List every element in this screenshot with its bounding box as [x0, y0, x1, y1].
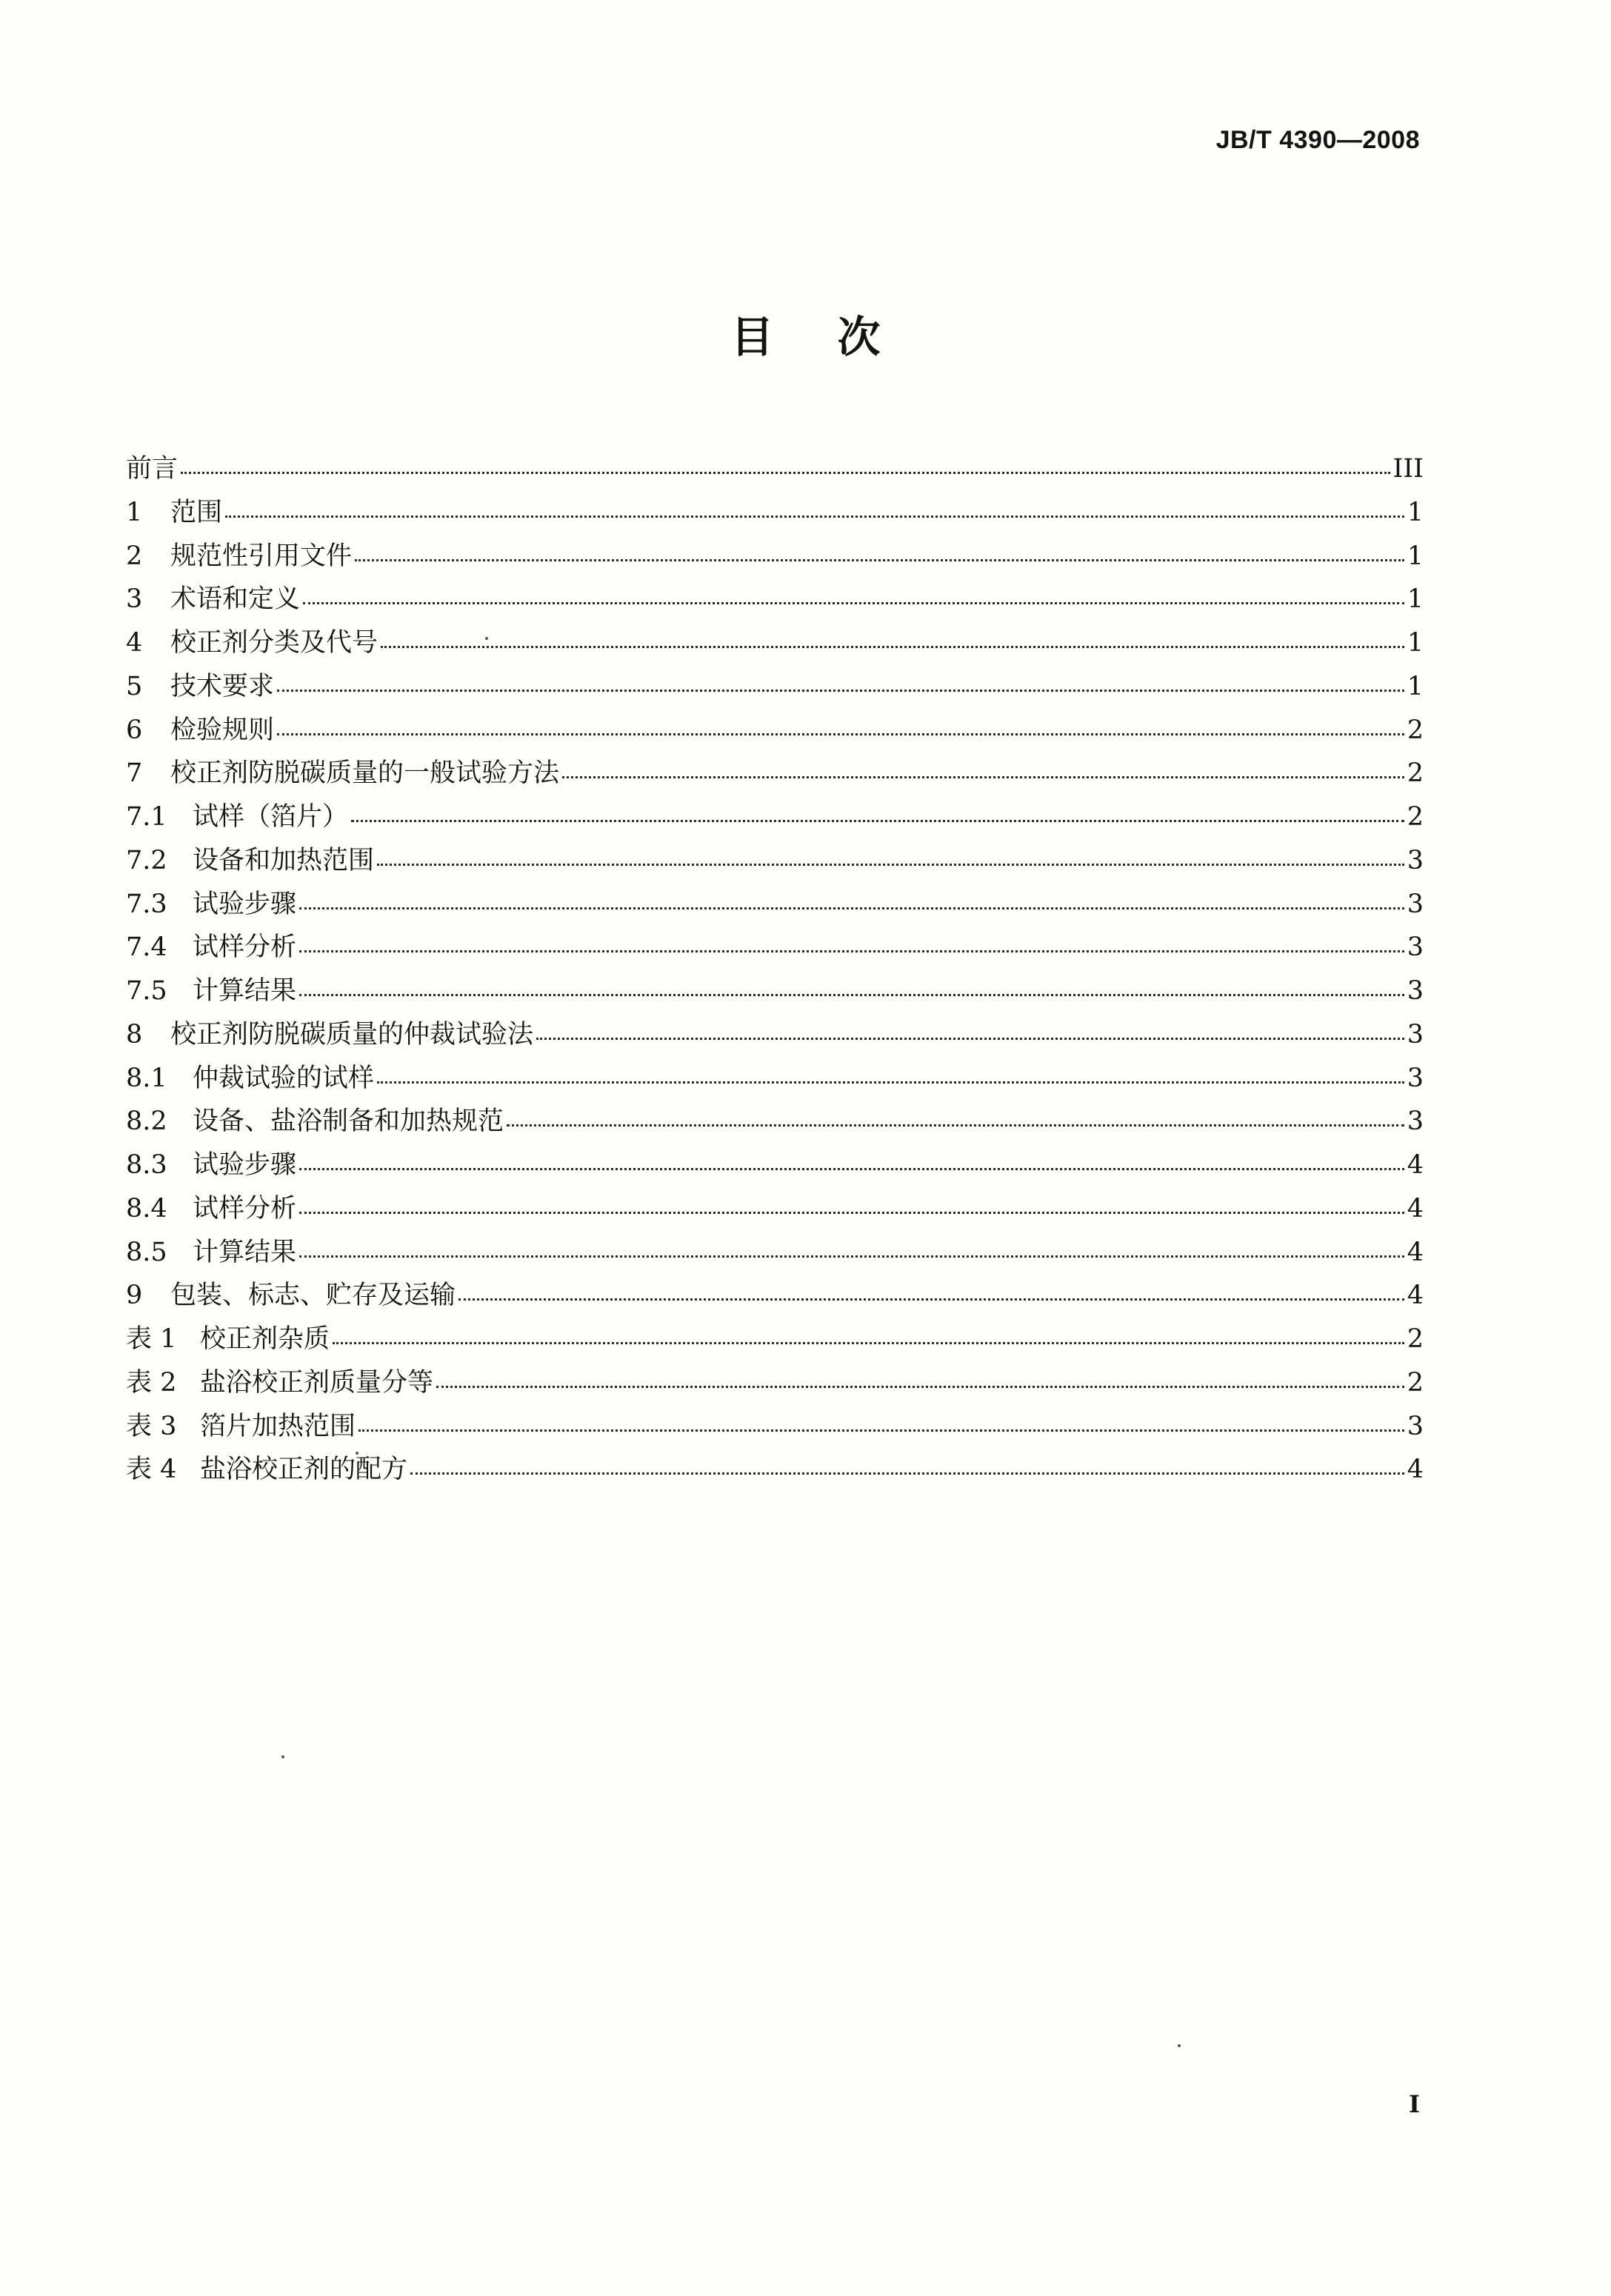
toc-entry-7-1[interactable] — [126, 795, 1424, 839]
dot-leader — [536, 1038, 1404, 1040]
toc-entry-6[interactable] — [126, 709, 1424, 752]
toc-entry-table-3[interactable] — [126, 1405, 1424, 1449]
scan-speck — [485, 637, 488, 640]
page-title — [0, 302, 1611, 364]
dot-leader — [410, 1472, 1404, 1475]
toc-entry-number: 8.1 — [126, 1063, 167, 1093]
toc-entry-page: 1 — [1407, 628, 1424, 658]
dot-leader — [299, 1168, 1404, 1170]
toc-entry-page: 2 — [1407, 1324, 1424, 1354]
toc-entry-page: 4 — [1407, 1237, 1424, 1267]
toc-entry-number: 7.5 — [126, 976, 167, 1006]
dot-leader — [299, 994, 1404, 996]
toc-entry-7-2[interactable] — [126, 839, 1424, 883]
toc-entry-number: 8 — [126, 1019, 143, 1049]
document-code: JB/T 4390—2008 — [1215, 126, 1420, 154]
toc-entry-label: 盐浴校正剂质量分等 — [200, 1367, 434, 1398]
dot-leader — [225, 515, 1404, 518]
dot-leader — [299, 1212, 1404, 1214]
toc-entry-number: 1 — [126, 497, 143, 527]
toc-entry-1[interactable] — [126, 491, 1424, 535]
dot-leader — [277, 690, 1404, 692]
toc-entry-label: 试样分析 — [193, 1193, 297, 1224]
title-char-1: 目 — [730, 312, 774, 362]
toc-entry-page: III — [1392, 454, 1424, 484]
toc-entry-label: 检验规则 — [170, 715, 275, 745]
toc-entry-table-4[interactable] — [126, 1448, 1424, 1492]
toc-entry-number: 5 — [126, 671, 143, 701]
dot-leader — [303, 602, 1404, 604]
toc-entry-label: 技术要求 — [170, 671, 275, 701]
dot-leader — [181, 472, 1390, 474]
toc-entry-page: 4 — [1407, 1150, 1424, 1180]
toc-entry-page: 3 — [1407, 889, 1424, 919]
toc-entry-page: 2 — [1407, 758, 1424, 789]
toc-entry-page: 1 — [1407, 497, 1424, 527]
toc-entry-page: 1 — [1407, 584, 1424, 615]
toc-entry-foreword[interactable] — [126, 447, 1424, 491]
toc-entry-number: 表 3 — [126, 1411, 177, 1441]
toc-entry-3[interactable] — [126, 578, 1424, 621]
toc-entry-page: 2 — [1407, 802, 1424, 832]
toc-entry-page: 2 — [1407, 715, 1424, 745]
toc-entry-number: 4 — [126, 628, 143, 658]
toc-entry-label: 试样（箔片） — [193, 802, 349, 832]
toc-entry-label: 术语和定义 — [170, 584, 301, 615]
toc-entry-number: 表 1 — [126, 1324, 177, 1354]
toc-entry-number: 7 — [126, 758, 143, 789]
toc-entry-8-5[interactable] — [126, 1231, 1424, 1275]
toc-entry-label: 设备和加热范围 — [193, 845, 375, 875]
dot-leader — [562, 776, 1404, 778]
toc-entry-label: 试样分析 — [193, 932, 297, 963]
toc-entry-number: 3 — [126, 584, 143, 615]
page-number: I — [1409, 2090, 1420, 2118]
toc-entry-page: 3 — [1407, 1107, 1424, 1137]
toc-entry-8[interactable] — [126, 1013, 1424, 1057]
toc-entry-label: 试验步骤 — [193, 1150, 297, 1180]
scan-speck — [281, 1755, 284, 1758]
toc-entry-label: 盐浴校正剂的配方 — [200, 1455, 408, 1485]
scan-speck — [356, 1452, 358, 1455]
title-char-2: 次 — [837, 312, 881, 362]
toc-entry-label: 仲裁试验的试样 — [193, 1063, 375, 1093]
toc-entry-number: 9 — [126, 1281, 143, 1311]
toc-entry-number: 7.4 — [126, 932, 167, 963]
toc-entry-label: 箔片加热范围 — [200, 1411, 356, 1441]
toc-entry-label: 范围 — [170, 497, 223, 527]
toc-entry-4[interactable] — [126, 621, 1424, 665]
toc-entry-label: 规范性引用文件 — [170, 541, 353, 571]
toc-entry-label: 计算结果 — [193, 1237, 297, 1267]
toc-entry-5[interactable] — [126, 665, 1424, 709]
toc-entry-page: 3 — [1407, 845, 1424, 875]
toc-entry-page: 3 — [1407, 976, 1424, 1006]
dot-leader — [355, 559, 1404, 561]
toc-entry-7-5[interactable] — [126, 970, 1424, 1013]
toc-entry-8-2[interactable] — [126, 1100, 1424, 1144]
toc-entry-label: 计算结果 — [193, 976, 297, 1006]
toc-entry-page: 1 — [1407, 671, 1424, 701]
toc-entry-number: 8.3 — [126, 1150, 167, 1180]
dot-leader — [358, 1429, 1404, 1432]
dot-leader — [436, 1386, 1404, 1388]
toc-entry-number: 7.1 — [126, 802, 167, 832]
toc-entry-number: 8.2 — [126, 1107, 167, 1137]
toc-entry-table-2[interactable] — [126, 1361, 1424, 1405]
toc-entry-label: 包装、标志、贮存及运输 — [170, 1281, 456, 1311]
toc-entry-label: 校正剂防脱碳质量的仲裁试验法 — [170, 1019, 534, 1049]
toc-entry-page: 1 — [1407, 541, 1424, 571]
toc-entry-8-4[interactable] — [126, 1187, 1424, 1231]
toc-entry-page: 2 — [1407, 1367, 1424, 1398]
dot-leader — [507, 1124, 1404, 1127]
toc-entry-page: 3 — [1407, 1411, 1424, 1441]
toc-entry-number: 表 2 — [126, 1367, 177, 1398]
dot-leader — [277, 733, 1404, 735]
toc-entry-9[interactable] — [126, 1274, 1424, 1318]
toc-entry-8-1[interactable] — [126, 1057, 1424, 1101]
dot-leader — [377, 1081, 1404, 1084]
dot-leader — [458, 1298, 1404, 1301]
toc-entry-page: 4 — [1407, 1193, 1424, 1224]
toc-entry-page: 3 — [1407, 932, 1424, 963]
toc-entry-label: 设备、盐浴制备和加热规范 — [193, 1107, 504, 1137]
toc-entry-number: 表 4 — [126, 1455, 177, 1485]
toc-entry-table-1[interactable] — [126, 1318, 1424, 1361]
dot-leader — [333, 1342, 1404, 1344]
dot-leader — [299, 1255, 1404, 1258]
toc-entry-number: 8.4 — [126, 1193, 167, 1224]
toc-entry-7-3[interactable] — [126, 883, 1424, 927]
toc-entry-number: 7.3 — [126, 889, 167, 919]
toc-entry-7-4[interactable] — [126, 926, 1424, 970]
toc-entry-number: 6 — [126, 715, 143, 745]
dot-leader — [377, 864, 1404, 866]
dot-leader — [299, 907, 1404, 910]
toc-entry-page: 3 — [1407, 1063, 1424, 1093]
toc-entry-number: 2 — [126, 541, 143, 571]
toc-entry-number: 7.2 — [126, 845, 167, 875]
dot-leader — [381, 646, 1404, 648]
scan-speck — [1178, 2044, 1181, 2047]
toc-entry-number: 8.5 — [126, 1237, 167, 1267]
toc-entry-label: 试验步骤 — [193, 889, 297, 919]
dot-leader — [351, 820, 1404, 822]
toc-entry-label: 校正剂分类及代号 — [170, 628, 378, 658]
toc-entry-2[interactable] — [126, 535, 1424, 578]
dot-leader — [299, 950, 1404, 952]
toc-entry-page: 3 — [1407, 1019, 1424, 1049]
toc-entry-page: 4 — [1407, 1281, 1424, 1311]
toc-entry-label: 校正剂杂质 — [200, 1324, 330, 1354]
table-of-contents — [126, 447, 1424, 1492]
toc-entry-label: 校正剂防脱碳质量的一般试验方法 — [170, 758, 560, 789]
toc-entry-page: 4 — [1407, 1455, 1424, 1485]
toc-entry-7[interactable] — [126, 752, 1424, 795]
toc-entry-8-3[interactable] — [126, 1144, 1424, 1187]
toc-entry-label: 前言 — [126, 454, 179, 484]
